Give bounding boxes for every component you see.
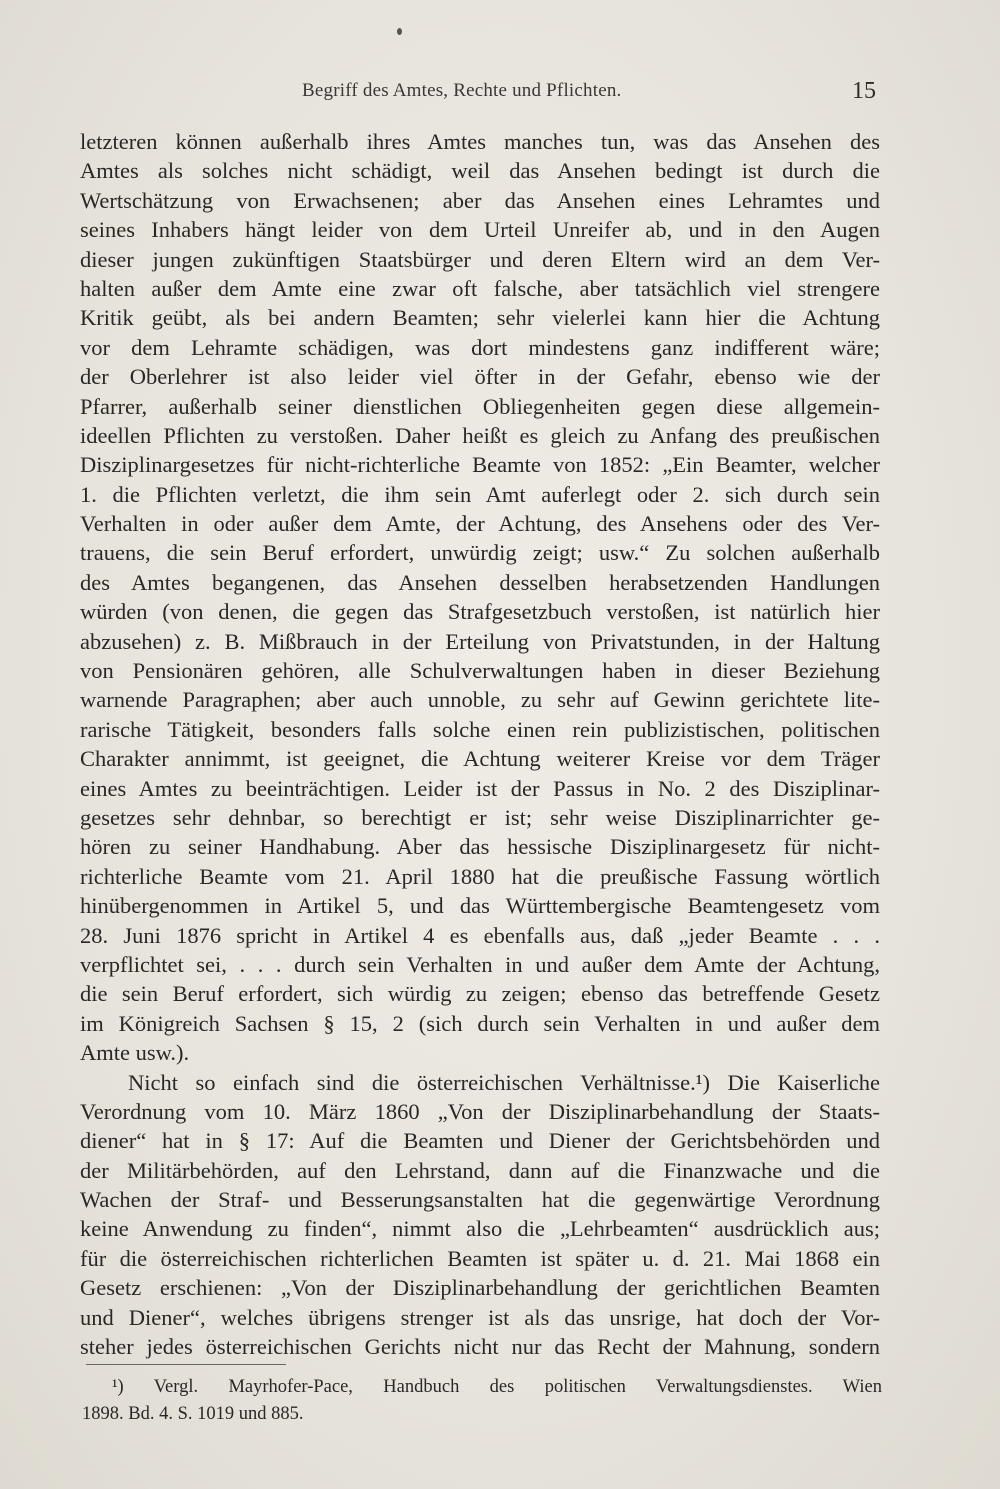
text-line: trauens, die sein Beruf erfordert, unwürdig zeigt; usw.“ Zu solchen außerhalb	[80, 540, 880, 566]
text-line: gesetzes sehr dehnbar, so berechtigt er ist; sehr weise Disziplinarrichter ge-	[80, 804, 880, 830]
text-line: der Militärbehörden, auf den Lehrstand, dann auf die Finanzwache und die	[80, 1157, 880, 1183]
text-line: hören zu seiner Handhabung. Aber das hessische Disziplinargesetz für nicht-	[80, 834, 880, 860]
text-line: ideellen Pflichten zu verstoßen. Daher heißt es gleich zu Anfang des preußischen	[80, 422, 880, 448]
text-line: Gesetz erschienen: „Von der Disziplinarbehandlung der gerichtlichen Beamten	[80, 1275, 880, 1301]
page-number: 15	[852, 78, 876, 104]
text-line: des Amtes begangenen, das Ansehen desselben herabsetzenden Handlungen	[80, 569, 880, 595]
text-line: seines Inhabers hängt leider von dem Urteil Unreifer ab, und in den Augen	[80, 217, 880, 243]
body-text	[80, 127, 880, 1361]
text-line: von Pensionären gehören, alle Schulverwaltungen haben in dieser Beziehung	[80, 658, 880, 684]
footnotes	[82, 1374, 882, 1428]
text-line: im Königreich Sachsen § 15, 2 (sich durch sein Verhalten in und außer dem	[80, 1010, 880, 1036]
text-line: Disziplinargesetzes für nicht-richterliche Beamte von 1852: „Ein Beamter, welcher	[80, 452, 880, 478]
text-line: abzusehen) z. B. Mißbrauch in der Erteilung von Privatstunden, in der Haltung	[80, 628, 880, 654]
text-line: steher jedes österreichischen Gerichts nicht nur das Recht der Mahnung, sondern	[80, 1334, 880, 1360]
text-line: die sein Beruf erfordert, sich würdig zu zeigen; ebenso das betreffende Gesetz	[80, 981, 880, 1007]
text-line: richterliche Beamte vom 21. April 1880 hat die preußische Fassung wörtlich	[80, 863, 880, 889]
text-line: dieser jungen zukünftigen Staatsbürger und deren Eltern wird an dem Ver-	[80, 246, 880, 272]
text-line: Verhalten in oder außer dem Amte, der Achtung, des Ansehens oder des Ver-	[80, 511, 880, 537]
text-line: Wertschätzung von Erwachsenen; aber das Ansehen eines Lehramtes und	[80, 187, 880, 213]
footnote-line: ¹) Vergl. Mayrhofer-Pace, Handbuch des politischen Verwaltungsdienstes. Wien	[112, 1377, 882, 1397]
text-line: Amtes als solches nicht schädigt, weil das Ansehen bedingt ist durch die	[80, 158, 880, 184]
text-line: für die österreichischen richterlichen Beamten ist später u. d. 21. Mai 1868 ein	[80, 1245, 880, 1271]
paragraph-end-line: Amte usw.).	[80, 1040, 190, 1066]
page-header	[80, 78, 880, 108]
footnote-line: 1898. Bd. 4. S. 1019 und 885.	[82, 1404, 304, 1424]
text-line: letzteren können außerhalb ihres Amtes manches tun, was das Ansehen des	[80, 129, 880, 154]
text-line: 1. die Pflichten verletzt, die ihm sein Amt auferlegt oder 2. sich durch sein	[80, 481, 880, 507]
paragraph-start-line: Nicht so einfach sind die österreichischen Verhältnisse.¹) Die Kaiserliche	[128, 1069, 880, 1095]
ink-speck	[397, 28, 402, 35]
text-line: eines Amtes zu beeinträchtigen. Leider ist der Passus in No. 2 des Disziplinar-	[80, 775, 880, 801]
text-line: Pfarrer, außerhalb seiner dienstlichen Obliegenheiten gegen diese allgemein-	[80, 393, 880, 419]
text-line: und Diener“, welches übrigens strenger ist als das unsrige, hat doch der Vor-	[80, 1304, 880, 1330]
text-line: Wachen der Straf- und Besserungsanstalten hat die gegenwärtige Verordnung	[80, 1187, 880, 1213]
text-line: halten außer dem Amte eine zwar oft falsche, aber tatsächlich viel strengere	[80, 275, 880, 301]
footnote-divider	[86, 1364, 286, 1365]
text-line: der Oberlehrer ist also leider viel öfter in der Gefahr, ebenso wie der	[80, 364, 880, 390]
running-title: Begriff des Amtes, Rechte und Pflichten.	[302, 80, 622, 101]
text-line: hinübergenommen in Artikel 5, und das Württembergische Beamtengesetz vom	[80, 893, 880, 919]
text-line: Charakter annimmt, ist geeignet, die Achtung weiterer Kreise vor dem Träger	[80, 746, 880, 772]
text-line: Verordnung vom 10. März 1860 „Von der Disziplinarbehandlung der Staats-	[80, 1098, 880, 1124]
text-line: diener“ hat in § 17: Auf die Beamten und Diener der Gerichtsbehörden und	[80, 1128, 880, 1154]
text-line: vor dem Lehramte schädigen, was dort mindestens ganz indifferent wäre;	[80, 334, 880, 360]
text-line: warnende Paragraphen; aber auch unnoble, zu sehr auf Gewinn gerichtete lite-	[80, 687, 880, 713]
text-line: keine Anwendung zu finden“, nimmt also die „Lehrbeamten“ ausdrücklich aus;	[80, 1216, 880, 1242]
text-line: 28. Juni 1876 spricht in Artikel 4 es ebenfalls aus, daß „jeder Beamte . . .	[80, 922, 880, 948]
text-line: würden (von denen, die gegen das Strafgesetzbuch verstoßen, ist natürlich hier	[80, 599, 880, 625]
text-line: rarische Tätigkeit, besonders falls solche einen rein publizistischen, politischen	[80, 716, 880, 742]
text-line: verpflichtet sei, . . . durch sein Verhalten in und außer dem Amte der Achtung,	[80, 951, 880, 977]
text-line: Kritik geübt, als bei andern Beamten; sehr vielerlei kann hier die Achtung	[80, 305, 880, 331]
